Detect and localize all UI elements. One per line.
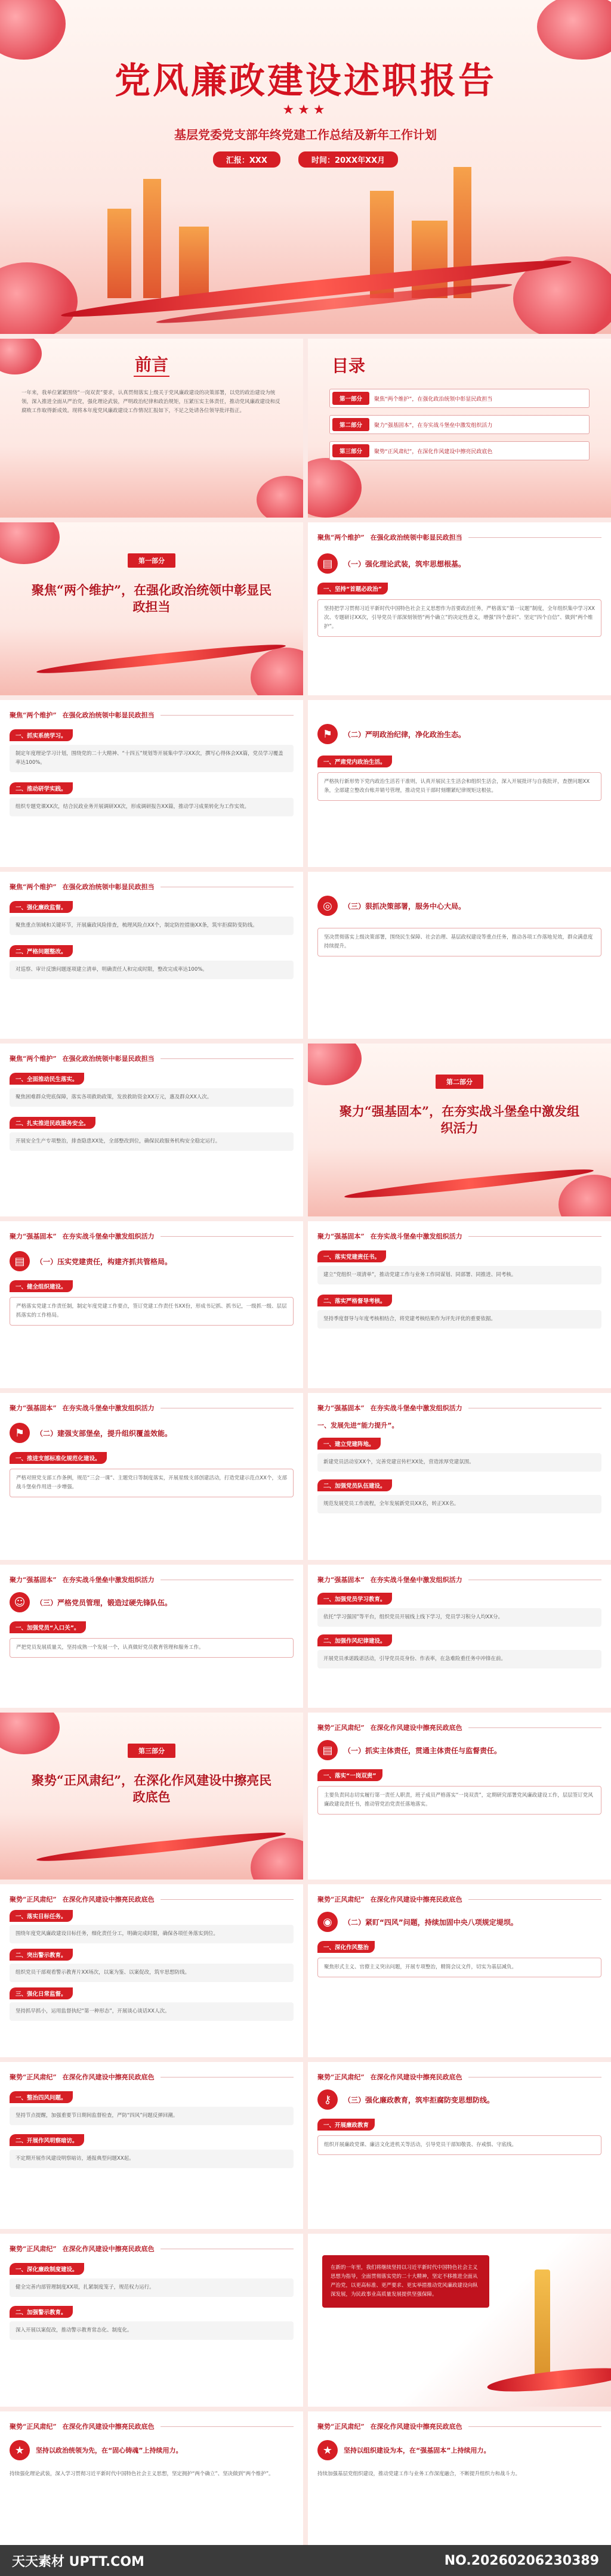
toc-item-num: 第一部分 bbox=[332, 392, 369, 405]
toc-item-text: 聚势“正风肃纪”，在深化作风建设中擦亮民政底色 bbox=[374, 448, 493, 455]
s3e-slide bbox=[308, 2062, 611, 2229]
s3g-slide bbox=[308, 2234, 611, 2407]
city-skyline bbox=[412, 221, 448, 298]
s2a-slide bbox=[0, 1221, 303, 1388]
point-tag: 一、加强党员学习教育。 bbox=[317, 1593, 392, 1605]
cover-slide bbox=[0, 0, 611, 334]
subheading: 一、发展先进“能力提升”。 bbox=[317, 1422, 399, 1429]
s1c-slide bbox=[308, 700, 611, 867]
s3b-slide bbox=[0, 1884, 303, 2057]
slide-header: 聚焦“两个维护” 在强化政治统领中彰显民政担当 bbox=[10, 1052, 294, 1065]
point-tag: 一、深化廉政制度建设。 bbox=[10, 2263, 84, 2275]
s1b-slide bbox=[0, 700, 303, 867]
point-text: 坚持季度督导与年度考核相结合，将党建考核结果作为评先评优的重要依据。 bbox=[317, 1310, 601, 1329]
point-text: 严格对照党支部工作条例，规范“三会一课”、主题党日等制度落实，开展星级支部创建活动，打造党建示范点XX个，支部战斗堡垒作用进一步增强。 bbox=[10, 1469, 294, 1497]
s3h-left-slide bbox=[0, 2411, 303, 2545]
closing-text: 在新的一年里，我们将继续坚持以习近平新时代中国特色社会主义思想为指导，全面贯彻落实党的二十大精神，坚定不移推进全面从严治党，以更高标准、更严要求、更实举措推动党风廉政建设向纵深发展，为民政事业高质量发展提供坚强保障。 bbox=[322, 2255, 489, 2308]
document-icon: ▤ bbox=[10, 1251, 30, 1271]
point-text: 围绕年度党风廉政建设目标任务，细化责任分工，明确完成时限，确保各项任务落实到位。 bbox=[10, 1925, 294, 1943]
blossom-decor bbox=[558, 1175, 611, 1216]
part3-row-c bbox=[0, 2062, 611, 2229]
s1d-slide bbox=[0, 872, 303, 1039]
blossom-decor bbox=[257, 476, 303, 518]
point-text: 深入开展以案促改，推动警示教育常态化、制度化。 bbox=[10, 2321, 294, 2340]
s1f-slide bbox=[0, 1044, 303, 1216]
point-text: 新建党员活动室XX个，完善党建宣传栏XX处，营造浓厚党建氛围。 bbox=[317, 1453, 601, 1472]
point-text: 持续强化理论武装，深入学习贯彻习近平新时代中国特色社会主义思想，坚定拥护“两个确立”、坚决做到“两个维护”。 bbox=[10, 2471, 274, 2477]
cover-time: 时间：20XX年XX月 bbox=[298, 151, 398, 168]
part3-row-e bbox=[0, 2411, 611, 2545]
point-text: 坚决贯彻落实上级决策部署，围绕民生保障、社会治理、基层政权建设等重点任务，推动各项工作落地见效，群众满意度持续提升。 bbox=[317, 928, 601, 956]
blossom-decor bbox=[537, 0, 611, 60]
point-tag: 一、深化作风整治 bbox=[317, 1941, 375, 1953]
blossom-decor bbox=[251, 648, 303, 695]
star-icon: ★ bbox=[10, 2440, 30, 2460]
slide-header: 聚力“强基固本” 在夯实战斗堡垒中激发组织活力 bbox=[10, 1401, 294, 1414]
toc-item-3[interactable] bbox=[329, 441, 590, 460]
part3-row-b bbox=[0, 1884, 611, 2057]
star-row: ★★★ bbox=[282, 103, 329, 117]
point-tag: 一、整治四风问题。 bbox=[10, 2091, 73, 2103]
preface-toc-row bbox=[0, 339, 611, 518]
subheading: ⚷ （三）强化廉政教育，筑牢拒腐防变思想防线。 bbox=[317, 2089, 601, 2110]
point-tag: 一、坚持“首题必政治” bbox=[317, 583, 388, 595]
cover-subtitle: 基层党委党支部年终党建工作总结及新年工作计划 bbox=[174, 128, 437, 142]
point-tag: 一、严肃党内政治生活。 bbox=[317, 756, 392, 767]
red-ribbon bbox=[344, 1165, 594, 1202]
point-tag: 二、开展作风明察暗访。 bbox=[10, 2134, 84, 2146]
point-text: 严把党员发展质量关，坚持成熟一个发展一个，认真做好党员教育管理和服务工作。 bbox=[10, 1638, 294, 1658]
section-number: 第一部分 bbox=[128, 553, 175, 568]
point-text: 组织党员干部观看警示教育片XX场次，以案为鉴、以案促改，筑牢思想防线。 bbox=[10, 1964, 294, 1982]
title-underline bbox=[134, 376, 169, 377]
toc-slide bbox=[308, 339, 611, 518]
toc-title: 目录 bbox=[332, 356, 366, 376]
part2-row-c bbox=[0, 1565, 611, 1708]
point-text: 开展党员承诺践诺活动，引导党员亮身份、作表率，在急难险重任务中冲锋在前。 bbox=[317, 1650, 601, 1668]
toc-item-1[interactable] bbox=[329, 389, 590, 408]
slide-header: 聚焦“两个维护” 在强化政治统领中彰显民政担当 bbox=[10, 708, 294, 722]
section-title: 聚力“强基固本”，在夯实战斗堡垒中激发组织活力 bbox=[339, 1104, 580, 1135]
s2d-slide bbox=[308, 1393, 611, 1560]
s1a-slide bbox=[308, 522, 611, 695]
city-skyline bbox=[179, 227, 209, 298]
s3c-slide bbox=[308, 1884, 611, 2057]
subheading: ▤ （一）抓实主体责任，贯通主体责任与监督责任。 bbox=[317, 1740, 601, 1760]
slide-header: 聚焦“两个维护” 在强化政治统领中彰显民政担当 bbox=[317, 531, 601, 544]
point-tag: 二、加强党员队伍建设。 bbox=[317, 1479, 392, 1491]
point-tag: 一、开展廉政教育 bbox=[317, 2119, 375, 2131]
toc-item-num: 第二部分 bbox=[332, 418, 369, 431]
point-text: 制定年度理论学习计划，围绕党的二十大精神、“十四五”规划等开展集中学习XX次，撰写心得体会XX篇，党员学习覆盖率达100%。 bbox=[10, 745, 294, 772]
section-title: 聚焦“两个维护”，在强化政治统领中彰显民政担当 bbox=[31, 583, 272, 614]
shield-icon: ⚑ bbox=[317, 724, 338, 744]
s2f-slide bbox=[308, 1565, 611, 1708]
point-tag: 一、加强党员“入口关”。 bbox=[10, 1621, 86, 1633]
subheading: ◉ （二）紧盯“四风”问题，持续加固中央八项规定堤坝。 bbox=[317, 1912, 601, 1932]
s3d-slide bbox=[0, 2062, 303, 2229]
slide-header: 聚力“强基固本” 在夯实战斗堡垒中激发组织活力 bbox=[10, 1573, 294, 1586]
slide-header: 聚力“强基固本” 在夯实战斗堡垒中激发组织活力 bbox=[10, 1230, 294, 1243]
s3f-slide bbox=[0, 2234, 303, 2407]
part1-row-d bbox=[0, 1044, 611, 1216]
section-number: 第三部分 bbox=[128, 1744, 175, 1758]
slide-header: 聚势“正风肃纪” 在深化作风建设中擦亮民政底色 bbox=[10, 2242, 294, 2255]
point-text: 持续加强基层党组织建设，推动党建工作与业务工作深度融合，不断提升组织力和战斗力。 bbox=[317, 2471, 521, 2477]
part3-section-slide bbox=[0, 1713, 303, 1880]
subheading: ⚑ （二）建强支部堡垒，提升组织覆盖效能。 bbox=[10, 1423, 294, 1443]
point-text: 组织开展廉政党课、廉洁文化进机关等活动，引导党员干部知敬畏、存戒惧、守底线。 bbox=[317, 2135, 601, 2155]
point-tag: 二、扎实推进民政服务安全。 bbox=[10, 1117, 95, 1129]
footer-brand: 天天素材 UPTT.COM bbox=[12, 2554, 144, 2569]
part2-row-a bbox=[0, 1221, 611, 1388]
part1-row-c bbox=[0, 872, 611, 1039]
city-skyline bbox=[143, 179, 161, 298]
slide-header: 聚力“强基固本” 在夯实战斗堡垒中激发组织活力 bbox=[317, 1573, 601, 1586]
red-ribbon bbox=[36, 1828, 286, 1865]
s1e-slide bbox=[308, 872, 611, 1039]
slide-header: 聚势“正风肃纪” 在深化作风建设中擦亮民政底色 bbox=[10, 1893, 294, 1906]
point-tag: 三、强化日常监督。 bbox=[10, 1987, 73, 1999]
point-text: 规范发展党员工作流程，全年发展新党员XX名，转正XX名。 bbox=[317, 1495, 601, 1513]
s3a-slide bbox=[308, 1713, 611, 1880]
slide-header: 聚力“强基固本” 在夯实战斗堡垒中激发组织活力 bbox=[317, 1230, 601, 1243]
monument-graphic bbox=[535, 2270, 550, 2383]
point-text: 严格执行新形势下党内政治生活若干准则，认真开展民主生活会和组织生活会，深入开展批评与自我批评，查摆问题XX条，全部建立整改台账并销号管理，推动党员干部时刻绷紧纪律规矩这根弦。 bbox=[317, 772, 601, 801]
subheading: ★ 坚持以政治统领为先，在“固心铸魂”上持续用力。 bbox=[10, 2440, 294, 2460]
point-tag: 一、落实党建责任书。 bbox=[317, 1250, 386, 1262]
point-text: 坚持节点提醒，加强重要节日期间监督检查，严防“四风”问题反弹回潮。 bbox=[10, 2107, 294, 2125]
preface-text: 一年来，我单位紧紧围绕“一岗双责”要求，认真贯彻落实上级关于党风廉政建设的决策部署，以党的政治建设为统领，深入推进全面从严治党，强化理论武装，严明政治纪律和政治规矩，压紧压实主体责任，推动党风廉政建设和反腐败工作取得新成效。现将本年度党风廉政建设工作情况汇报如下，不足之处请各位领导批评指正。 bbox=[21, 390, 280, 414]
document-icon: ▤ bbox=[317, 1740, 338, 1760]
point-text: 不定期开展作风建设明察暗访，通报典型问题XX起。 bbox=[10, 2150, 294, 2168]
toc-item-text: 聚力“强基固本”，在夯实战斗堡垒中激发组织活力 bbox=[374, 422, 493, 429]
preface-slide bbox=[0, 339, 303, 518]
part1-row-a bbox=[0, 522, 611, 695]
subheading: ☺ （三）严格党员管理，锻造过硬先锋队伍。 bbox=[10, 1592, 294, 1612]
eye-icon: ◉ bbox=[317, 1912, 338, 1932]
users-icon: ☺ bbox=[10, 1592, 30, 1612]
point-tag: 二、突出警示教育。 bbox=[10, 1949, 73, 1961]
city-skyline bbox=[107, 209, 131, 298]
s2c-slide bbox=[0, 1393, 303, 1560]
slide-header: 聚势“正风肃纪” 在深化作风建设中擦亮民政底色 bbox=[317, 1721, 601, 1734]
toc-item-2[interactable] bbox=[329, 415, 590, 434]
section-title: 聚势“正风肃纪”，在深化作风建设中擦亮民政底色 bbox=[31, 1773, 272, 1804]
point-tag: 一、抓实系统学习。 bbox=[10, 729, 73, 741]
footer-bar bbox=[0, 2545, 611, 2576]
point-text: 聚焦形式主义、官僚主义突出问题，开展专项整治，精简会议文件，切实为基层减负。 bbox=[317, 1958, 601, 1977]
point-text: 主要负责同志切实履行第一责任人职责，班子成员严格落实“一岗双责”，定期研究部署党风廉政建设工作，层层签订党风廉政建设责任书，推动管党治党责任落地落实。 bbox=[317, 1786, 601, 1815]
star-icon: ★ bbox=[317, 2440, 338, 2460]
point-tag: 一、强化廉政监督。 bbox=[10, 901, 73, 913]
s2b-slide bbox=[308, 1221, 611, 1388]
blossom-decor bbox=[308, 458, 362, 518]
point-text: 组织专题党课XX次，结合民政业务开展调研XX次，形成调研报告XX篇，推动学习成果转化为工作实效。 bbox=[10, 798, 294, 816]
slide-header: 聚势“正风肃纪” 在深化作风建设中擦亮民政底色 bbox=[10, 2420, 294, 2433]
subheading: ▤ （一）强化理论武装，筑牢思想根基。 bbox=[317, 553, 601, 574]
part2-row-b bbox=[0, 1393, 611, 1560]
subheading: ★ 坚持以组织建设为本，在“强基固本”上持续用力。 bbox=[317, 2440, 601, 2460]
slide-header: 聚焦“两个维护” 在强化政治统领中彰显民政担当 bbox=[10, 880, 294, 893]
cover-title: 党风廉政建设述职报告 bbox=[115, 60, 496, 102]
subheading: ◎ （三）狠抓决策部署，服务中心大局。 bbox=[317, 896, 601, 916]
toc-item-num: 第三部分 bbox=[332, 444, 369, 457]
point-text: 坚持把学习贯彻习近平新时代中国特色社会主义思想作为首要政治任务，严格落实“第一议题”制度，全年组织集中学习XX次、专题研讨XX次，引导党员干部深刻领悟“两个确立”的决定性意义，增强“四个意识”、坚定“四个自信”、做到“两个维护”。 bbox=[317, 599, 601, 637]
point-text: 健全完善内部管理制度XX项，扎紧制度笼子，规范权力运行。 bbox=[10, 2278, 294, 2297]
point-tag: 一、健全组织建设。 bbox=[10, 1280, 73, 1292]
point-text: 严格落实党建工作责任制，制定年度党建工作要点，签订党建工作责任书XX份，形成书记抓、抓书记，一级抓一级、层层抓落实的工作格局。 bbox=[10, 1297, 294, 1326]
part3-row-d bbox=[0, 2234, 611, 2407]
toc-list bbox=[329, 389, 590, 460]
point-tag: 二、严格问题整改。 bbox=[10, 945, 73, 957]
lock-icon: ⚷ bbox=[317, 2089, 338, 2110]
subheading: ⚑ （二）严明政治纪律，净化政治生态。 bbox=[317, 724, 601, 744]
footer-code: NO.20260206230389 bbox=[444, 2553, 599, 2568]
point-text: 聚焦困难群众兜底保障，落实各项救助政策，发放救助资金XX万元，惠及群众XX人次。 bbox=[10, 1088, 294, 1107]
point-text: 依托“学习强国”等平台，组织党员开展线上线下学习，党员学习积分人均XX分。 bbox=[317, 1608, 601, 1627]
point-tag: 一、推进支部标准化规范化建设。 bbox=[10, 1452, 107, 1464]
part2-section-slide bbox=[308, 1044, 611, 1216]
s2e-slide bbox=[0, 1565, 303, 1708]
slide-header: 聚势“正风肃纪” 在深化作风建设中擦亮民政底色 bbox=[317, 1893, 601, 1906]
toc-item-text: 聚焦“两个维护”，在强化政治统领中彰显民政担当 bbox=[374, 396, 493, 402]
preface-title: 前言 bbox=[134, 355, 168, 374]
point-tag: 二、落实严格督导考核。 bbox=[317, 1295, 392, 1306]
point-text: 开展安全生产专项整治，排查隐患XX处，全部整改到位，确保民政服务机构安全稳定运行。 bbox=[10, 1132, 294, 1151]
blossom-decor bbox=[251, 1838, 303, 1880]
slide-header: 聚势“正风肃纪” 在深化作风建设中擦亮民政底色 bbox=[10, 2070, 294, 2083]
point-text: 聚焦重点领域和关键环节，开展廉政风险排查，梳理风险点XX个，制定防控措施XX条，筑牢拒腐防变防线。 bbox=[10, 917, 294, 935]
section-number: 第二部分 bbox=[436, 1075, 483, 1089]
point-tag: 一、落实“一岗双责” bbox=[317, 1769, 382, 1781]
point-tag: 一、全面推动民生落实。 bbox=[10, 1073, 84, 1085]
slide-header: 聚势“正风肃纪” 在深化作风建设中擦亮民政底色 bbox=[317, 2070, 601, 2083]
flag-icon: ⚑ bbox=[10, 1423, 30, 1443]
part1-row-b bbox=[0, 700, 611, 867]
point-tag: 一、落实目标任务。 bbox=[10, 1910, 73, 1922]
target-icon: ◎ bbox=[317, 896, 338, 916]
red-ribbon bbox=[36, 640, 286, 677]
point-text: 对巡察、审计反馈问题逐项建立清单，明确责任人和完成时限，整改完成率达100%。 bbox=[10, 961, 294, 979]
slide-header: 聚力“强基固本” 在夯实战斗堡垒中激发组织活力 bbox=[317, 1401, 601, 1414]
point-tag: 二、加强作风纪律建设。 bbox=[317, 1634, 392, 1646]
cover-reporter: 汇报：XXX bbox=[213, 151, 280, 168]
slide-header: 聚势“正风肃纪” 在深化作风建设中擦亮民政底色 bbox=[317, 2420, 601, 2433]
point-tag: 一、建立党建阵地。 bbox=[317, 1438, 381, 1450]
point-text: 建立“党组织一项清单”，推动党建工作与业务工作同谋划、同部署、同推进、同考核。 bbox=[317, 1266, 601, 1284]
s3h-right-slide bbox=[308, 2411, 611, 2545]
blossom-decor bbox=[0, 262, 78, 334]
point-tag: 二、加强警示教育。 bbox=[10, 2306, 73, 2318]
part3-row-a bbox=[0, 1713, 611, 1880]
point-text: 坚持抓早抓小，运用监督执纪“第一种形态”，开展谈心谈话XX人次。 bbox=[10, 2002, 294, 2021]
blossom-decor bbox=[0, 0, 66, 60]
part1-section-slide bbox=[0, 522, 303, 695]
point-tag: 二、推动研学实践。 bbox=[10, 782, 73, 794]
subheading: ▤ （一）压实党建责任，构建齐抓共管格局。 bbox=[10, 1251, 294, 1271]
document-icon: ▤ bbox=[317, 553, 338, 574]
